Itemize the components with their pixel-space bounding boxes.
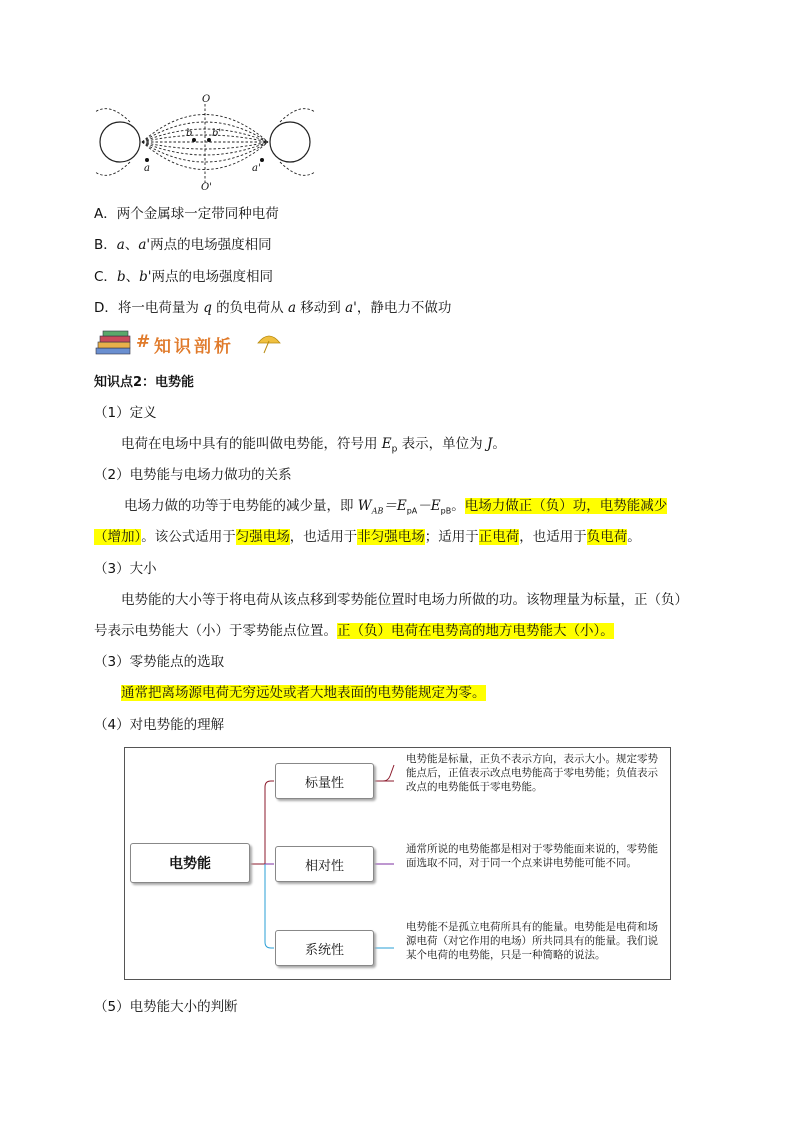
section-title: 知识剖析	[154, 337, 234, 357]
item-4-body: 通常把离场源电荷无穷远处或者大地表面的电势能规定为零。	[121, 685, 486, 701]
books-icon	[94, 330, 134, 356]
knowledge-point-title: 知识点2：电势能	[94, 375, 195, 390]
label-b-prime: b'	[212, 128, 222, 139]
label-a: a	[144, 163, 150, 174]
item-2-body-line1: 电场力做的功等于电势能的减少量，即 $W_{AB}=E_{pA}-E_{pB}$。电场力做正（负）功，电势能减少	[124, 498, 668, 516]
item-6-heading: （5）电势能大小的判断	[94, 999, 238, 1015]
item-2-body-line2: （增加）。该公式适用于匀强电场，也适用于非匀强电场；适用于正电荷，也适用于负电荷。	[94, 529, 641, 545]
mindmap-desc-system: 电势能不是孤立电荷所具有的能量。电势能是电荷和场源电荷（对它作用的电场）所共同具有的能量。我们说某个电荷的电势能，只是一种简略的说法。	[406, 921, 658, 961]
option-d: D．将一电荷量为 q 的负电荷从 a 移动到 a'，静电力不做功	[94, 300, 452, 316]
label-a-prime: a'	[252, 163, 261, 174]
item-4-heading: （3）零势能点的选取	[94, 654, 225, 670]
item-3-body-line1: 电势能的大小等于将电荷从该点移到零势能位置时电场力所做的功。该物理量为标量，正（负）	[121, 592, 688, 608]
item-5-heading: （4）对电势能的理解	[94, 717, 225, 733]
label-b: b	[186, 128, 193, 139]
item-1-body: 电荷在电场中具有的能叫做电势能，符号用 $E_p$ 表示，单位为 J。	[121, 436, 506, 455]
option-b: B．a、a'两点的电场强度相同	[94, 237, 272, 253]
mindmap-root: 电势能	[130, 843, 250, 883]
option-c: C．b、b'两点的电场强度相同	[94, 269, 273, 285]
mindmap-node-relative: 相对性	[275, 846, 374, 882]
umbrella-icon	[256, 331, 282, 355]
mindmap-desc-scalar: 电势能是标量，正负不表示方向，表示大小。规定零势能点后，正值表示改点电势能高于零电势能；负值表示改点的电势能低于零电势能。	[406, 753, 658, 793]
section-hash: #	[136, 332, 151, 352]
mindmap-node-system: 系统性	[275, 930, 374, 966]
mindmap-node-scalar: 标量性	[275, 763, 374, 799]
option-a: A．两个金属球一定带同种电荷	[94, 206, 279, 222]
item-1-heading: （1）定义	[94, 405, 157, 421]
item-3-body-line2: 号表示电势能大（小）于零势能点位置。正（负）电荷在电势高的地方电势能大（小）。	[94, 623, 614, 639]
mindmap-desc-relative: 通常所说的电势能都是相对于零势能面来说的，零势能面选取不同，对于同一个点来讲电势能可能不同。	[406, 843, 658, 869]
label-o-prime: O'	[201, 182, 212, 193]
label-o: O	[202, 94, 211, 105]
item-2-heading: （2）电势能与电场力做功的关系	[94, 467, 292, 483]
item-3-heading: （3）大小	[94, 561, 157, 577]
